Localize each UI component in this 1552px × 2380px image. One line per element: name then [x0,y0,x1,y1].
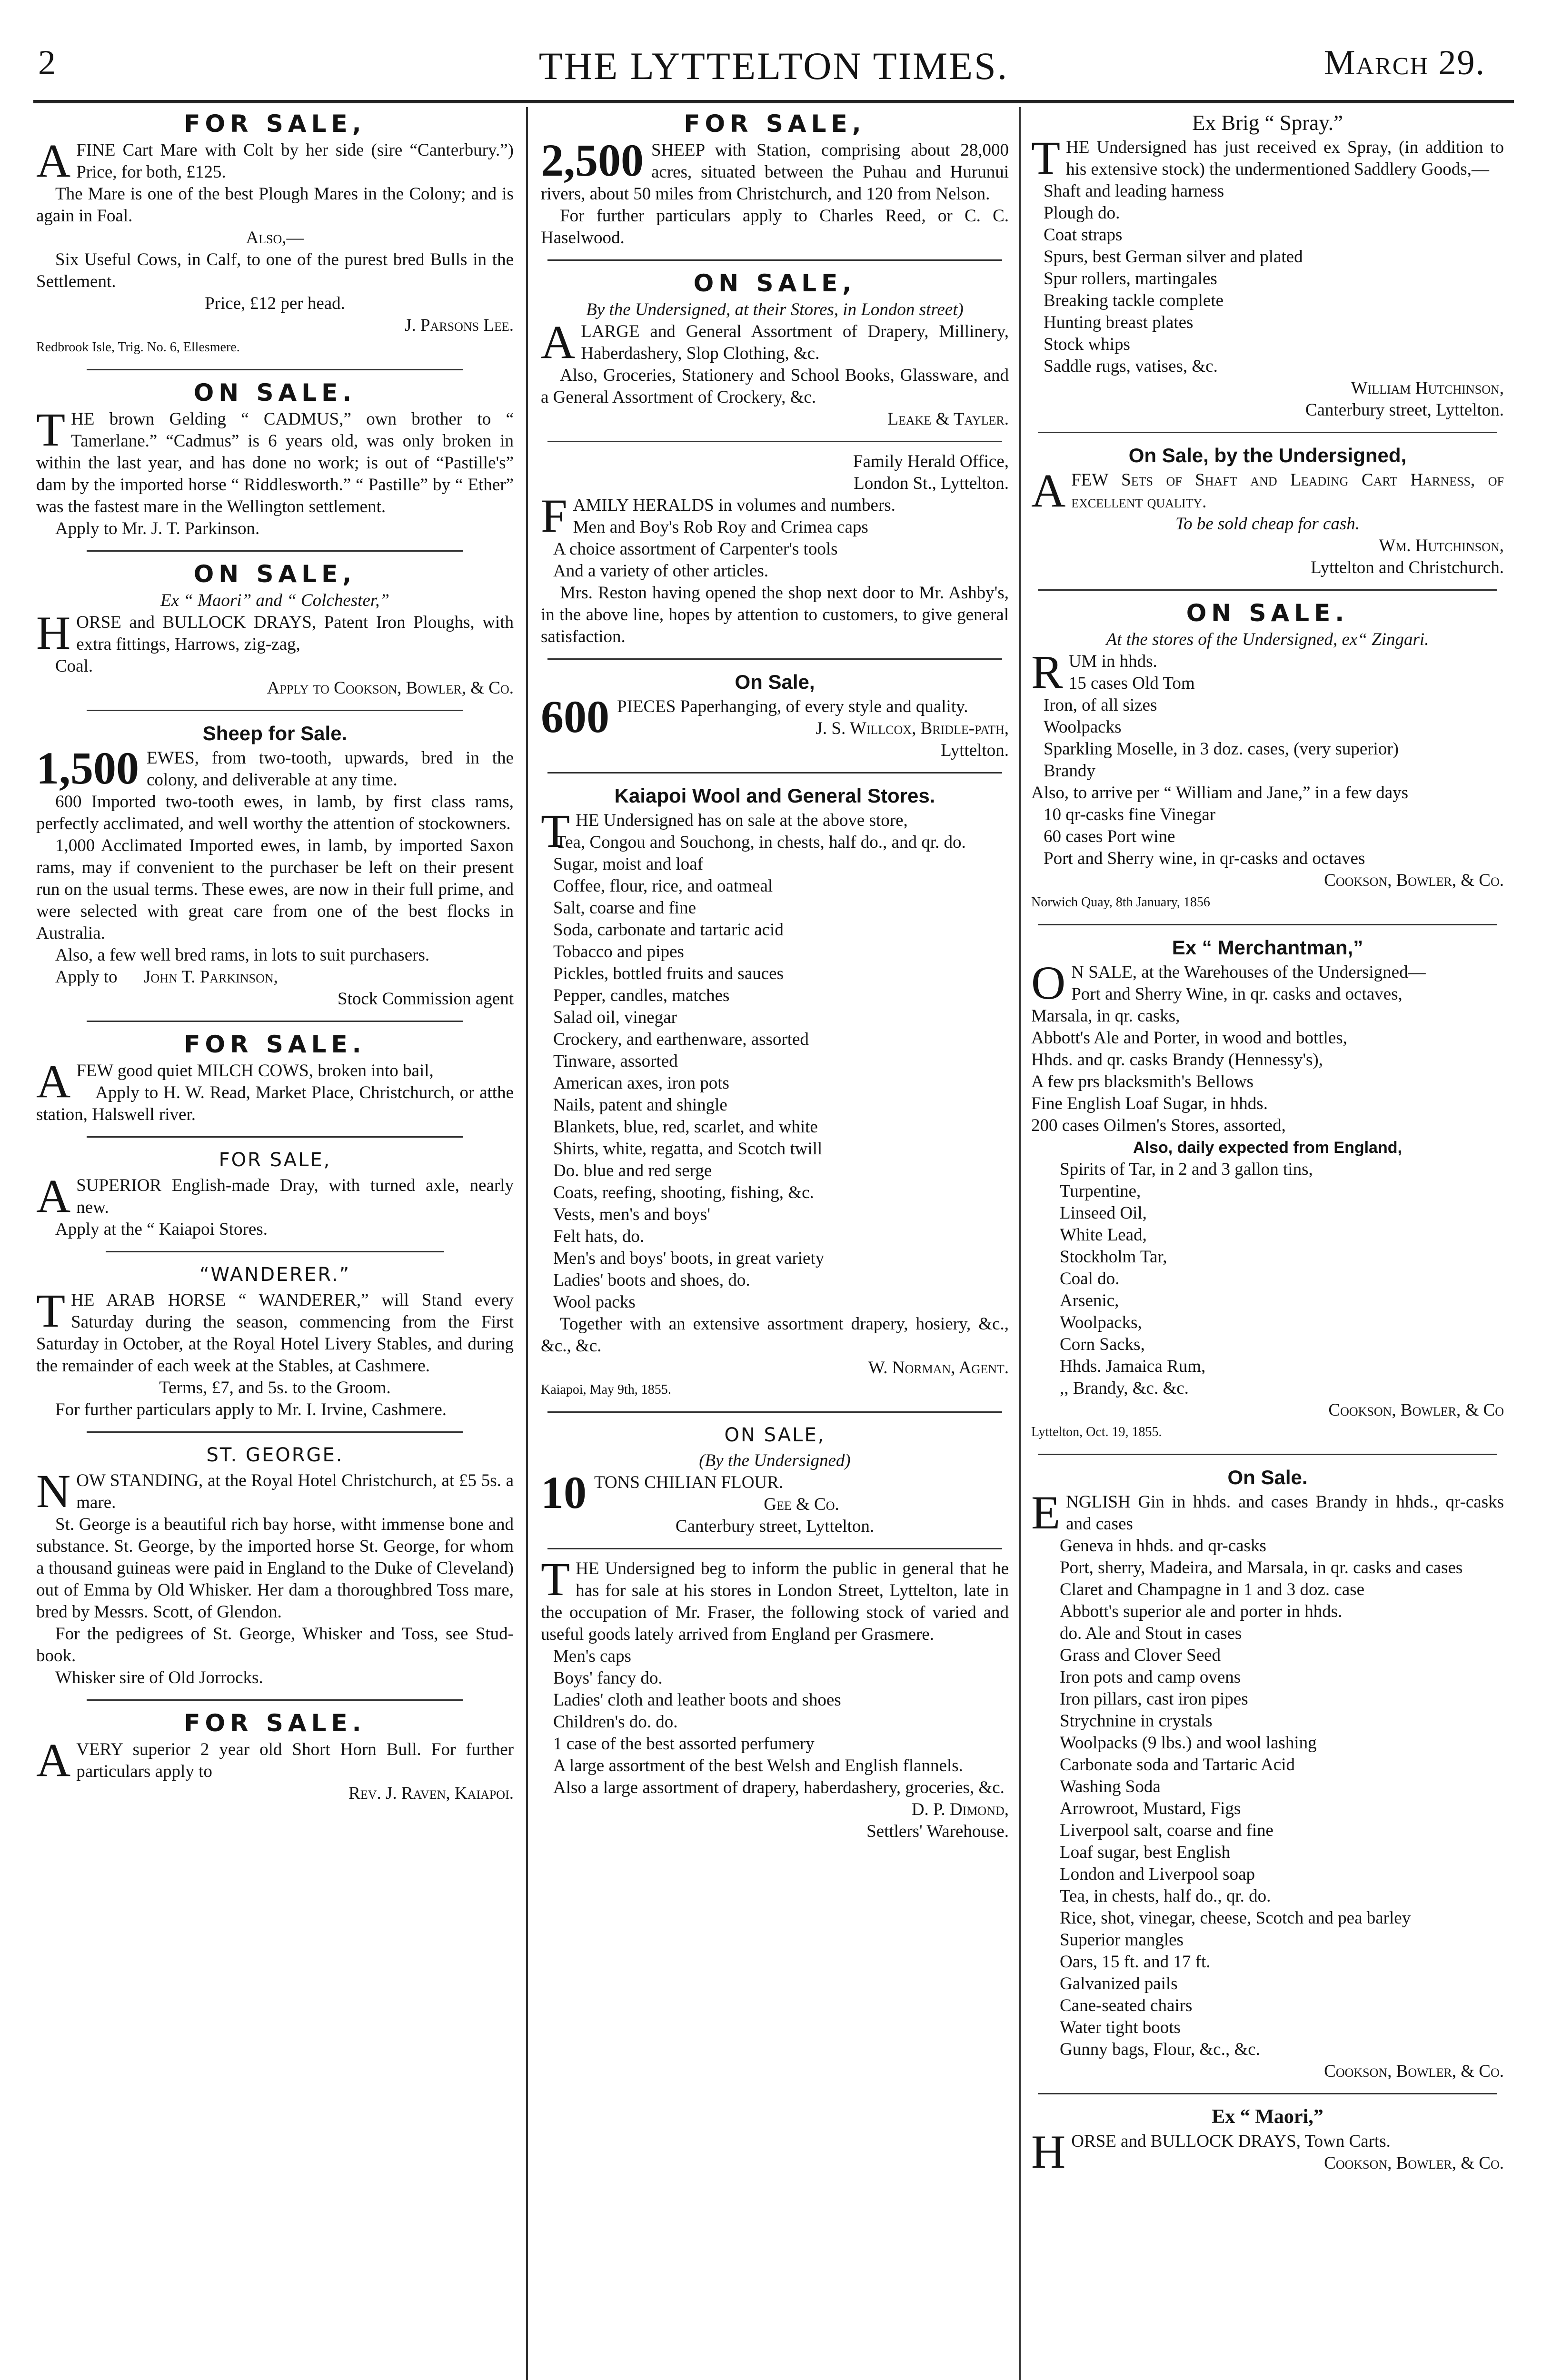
ad-body: SUPERIOR English-made Dray, with turned axle, nearly new. [76,1176,514,1217]
ad-body: AMILY HERALDS in volumes and numbers. [573,496,895,515]
ad-place: Canterbury street, Lyttelton. [675,1517,875,1536]
list-item: Men's caps [553,1646,631,1666]
ad-spray [1028,107,1507,421]
ad-separator [547,772,1002,774]
ad-separator [1038,432,1497,433]
ad-heading: FOR SALE, [184,110,366,138]
drop-cap: T [1031,131,1061,184]
ad-short-horn-bull [33,1706,517,1805]
ad-signature: Rev. J. Raven, Kaiapoi. [348,1784,514,1803]
ad-text: St. George is a beautiful rich bay horse, witht immense bone and substance. St. George, by the imported horse St. George, for whom a thousand guineas were paid in England to the Duke of Cleveland) out of Emma by Old Whisker. Her dam a thoroughbred Toss mare, bred by Messrs. Scott, of Glendon. [36,1515,514,1622]
ad-text: Coal. [55,656,93,676]
ad-body: FEW Sets of Shaft and Leading Cart Harness, of excellent quality. [1071,470,1504,512]
ad-text: Also,— [246,228,304,248]
ad-settlers-warehouse [538,1555,1012,1843]
list-item: Felt hats, do. [553,1227,645,1246]
ad-sheep-for-sale [33,717,517,1010]
list-item: Coffee, flour, rice, and oatmeal [553,876,773,896]
drop-cap: F [541,489,567,542]
column-divider [526,107,528,2380]
list-item: Salad oil, vinegar [553,1008,677,1027]
ad-date: Lyttelton, Oct. 19, 1855. [1031,1425,1162,1439]
list-item: Fine English Loaf Sugar, in hhds. [1031,1094,1268,1113]
ad-place: Lyttelton. [941,741,1009,760]
list-item: Ladies' boots and shoes, do. [553,1270,750,1290]
ad-body: HE Undersigned has just received ex Spray, (in addition to his extensive stock) the undermentioned Saddlery Goods,— [1066,138,1504,179]
ad-text: The Mare is one of the best Plough Mares in the Colony; and is again in Foal. [36,184,514,226]
list-item: Grass and Clover Seed [1060,1646,1221,1665]
list-item: Tea, Congou and Souchong, in chests, half do., and qr. do. [556,833,966,852]
ad-signature: Cookson, Bowler, & Co. [1324,2153,1504,2173]
list-item: Hhds. and qr. casks Brandy (Hennessy's), [1031,1050,1323,1070]
list-item: Gunny bags, Flour, &c., &c. [1060,2040,1260,2059]
list-item: Coat straps [1044,225,1123,245]
ad-body: OW STANDING, at the Royal Hotel Christchurch, at £5 5s. a mare. [76,1471,514,1512]
list-item: Sparkling Moselle, in 3 doz. cases, (very superior) [1044,739,1399,759]
list-item: Salt, coarse and fine [553,898,696,918]
ad-milch-cows [33,1028,517,1126]
list-item: Port and Sherry Wine, in qr. casks and octaves, [1071,984,1403,1004]
column-2 [538,107,1012,2380]
ad-signature: William Hutchinson, [1351,378,1504,398]
ad-kaiapoi-stores [538,779,1012,1401]
list-item: Cane-seated chairs [1060,1996,1193,2015]
ad-heading: ON SALE, [693,269,856,297]
apply-label: Apply to [55,967,118,987]
list-item: And a variety of other articles. [553,561,769,581]
ad-body: N SALE, at the Warehouses of the Undersigned— [1071,962,1426,982]
list-item: Galvanized pails [1060,1974,1178,1993]
ad-office: Family Herald Office, [853,452,1009,471]
ad-cadmus [33,376,517,540]
ad-body: ORSE and BULLOCK DRAYS, Patent Iron Ploughs, with extra fittings, Harrows, zig-zag, [76,613,514,654]
list-item: Men and Boy's Rob Roy and Crimea caps [573,517,868,537]
ad-separator [547,1548,1002,1549]
list-item: Brandy [1044,761,1095,781]
list-item: Abbott's Ale and Porter, in wood and bottles, [1031,1028,1347,1048]
list-item: Soda, carbonate and tartaric acid [553,920,784,940]
list-item: Plough do. [1044,203,1120,223]
ad-body: VERY superior 2 year old Short Horn Bull. For further particulars apply to [76,1740,514,1781]
ad-heading: FOR SALE, [684,110,866,138]
list-item: Tobacco and pipes [553,942,684,962]
ad-subheading: (By the Undersigned) [699,1451,851,1470]
ad-separator [87,1699,464,1701]
ad-text: 1,000 Acclimated Imported ewes, in lamb, by imported Saxon rams, may if convenient to the purchaser be left on their present run on the usual terms. These ewes, are now in their full prime, and were selected with great care from one of the best flocks in Australia. [36,836,514,943]
ad-subheading: Ex “ Maori” and “ Colchester,” [160,591,390,610]
masthead-rule [33,100,1514,103]
apply-name: John T. Parkinson, [144,967,278,987]
list-item: Rice, shot, vinegar, cheese, Scotch and pea barley [1060,1908,1411,1928]
list-item: American axes, iron pots [553,1073,729,1093]
ad-separator [1038,924,1497,925]
ad-heading: ON SALE, [724,1424,826,1446]
ad-separator [106,1251,444,1252]
ad-heading: On Sale, by the Undersigned, [1128,444,1407,466]
newspaper-title: THE LYTTELTON TIMES. [538,44,1009,88]
list-item: Abbott's superior ale and porter in hhds. [1060,1602,1343,1621]
ad-signature: Gee & Co. [764,1495,839,1514]
list-item: Spurs, best German silver and plated [1044,247,1303,267]
ad-signature: Cookson, Bowler, & Co. [1324,871,1504,890]
list-item: Washing Soda [1060,1777,1161,1796]
list-item: Liverpool salt, coarse and fine [1060,1821,1273,1840]
drop-cap: H [1031,2125,1066,2178]
ad-separator [547,441,1002,442]
ad-text: Whisker sire of Old Jorrocks. [55,1668,263,1687]
ad-separator [87,1136,464,1138]
list-item: 10 qr-casks fine Vinegar [1044,805,1216,824]
list-item: Arrowroot, Mustard, Figs [1060,1799,1241,1818]
list-item: Also a large assortment of drapery, haberdashery, groceries, &c. [553,1778,1005,1797]
ad-signature: W. Norman, Agent. [868,1358,1009,1378]
ad-place: Lyttelton and Christchurch. [1311,558,1504,577]
ad-apply: Apply to H. W. Read, Market Place, Christchurch, or atthe station, Halswell river. [36,1083,514,1124]
ad-body: HE ARAB HORSE “ WANDERER,” will Stand every Saturday during the season, commencing from the First Saturday in October, at the Royal Hotel Livery Stables, and during the remainder of each week at the Stables, at Cashmere. [36,1290,514,1376]
ad-text: Also, Groceries, Stationery and School Books, Glassware, and a General Assortment of Crockery, &c. [541,366,1009,407]
drop-cap: T [541,1553,570,1606]
ad-body: TONS CHILIAN FLOUR. [594,1473,784,1492]
ad-street: London St., Lyttelton. [854,474,1009,493]
ad-heading: FOR SALE, [219,1149,331,1171]
list-item: Vests, men's and boys' [553,1205,710,1224]
list-item: Superior mangles [1060,1930,1184,1950]
ad-apply: Apply to Mr. J. T. Parkinson. [55,519,260,538]
column-3 [1028,107,1507,2380]
ad-heading: FOR SALE. [184,1031,366,1058]
list-item: Woolpacks (9 lbs.) and wool lashing [1060,1733,1317,1753]
ad-signature: Wm. Hutchinson, [1379,536,1504,555]
list-item: Men's and boys' boots, in great variety [553,1249,825,1268]
list-item: Stock whips [1044,335,1130,354]
list-item: Arsenic, [1060,1291,1119,1310]
ad-drapery [538,267,1012,430]
big-number: 2,500 [541,135,644,186]
drop-cap: T [541,804,570,857]
list-item: ,, Brandy, &c. &c. [1060,1378,1189,1398]
ad-separator [87,710,464,711]
apply-title: Stock Commission agent [338,989,514,1009]
ad-terms: Terms, £7, and 5s. to the Groom. [159,1378,391,1398]
ad-separator [87,550,464,552]
ad-heading: ON SALE, [193,560,357,588]
list-item: Coats, reefing, shooting, fishing, &c. [553,1183,814,1202]
list-item: do. Ale and Stout in cases [1060,1624,1242,1643]
list-item: Nails, patent and shingle [553,1095,727,1115]
drop-cap: T [36,1284,66,1337]
list-item: Loaf sugar, best English [1060,1843,1231,1862]
column-1 [33,107,517,2380]
ad-heading: Ex Brig “ Spray.” [1192,111,1343,135]
list-item: Coal do. [1060,1269,1120,1289]
list-item: White Lead, [1060,1225,1147,1245]
list-item: London and Liverpool soap [1060,1864,1255,1884]
ad-signature: Leake & Tayler. [887,409,1009,429]
ad-body: HE brown Gelding “ CADMUS,” own brother to “ Tamerlane.” “Cadmus” is 6 years old, was only broken in within the last year, and has done no work; is out of “Pastille's” dam by the imported horse “ Riddlesworth.” “ Pastille” by “ Ether” was the fastest mare in the Wellington settlement. [36,409,514,516]
ad-chilian-flour [538,1418,1012,1537]
ad-price: Price, £12 per head. [205,294,345,313]
list-item: Hunting breast plates [1044,313,1194,332]
ad-cart-mare [33,107,517,358]
ad-apply: For further particulars apply to Charles Reed, or C. C. Haselwood. [541,206,1009,248]
drop-cap: A [1031,464,1066,517]
drop-cap: R [1031,645,1063,698]
list-item: Woolpacks [1044,717,1122,737]
ad-text: Mrs. Reston having opened the shop next door to Mr. Ashby's, in the above line, hopes by attention to customers, to give general satisfaction. [541,583,1009,646]
list-item: 1 case of the best assorted perfumery [553,1734,815,1754]
ad-body: UM in hhds. [1068,652,1157,671]
issue-date: March 29. [1323,43,1485,82]
ad-body: FEW good quiet MILCH COWS, broken into bail, [76,1061,434,1081]
page-number: 2 [38,43,56,82]
list-item: Do. blue and red serge [553,1161,712,1180]
ad-maori-drays [1028,2100,1507,2178]
ad-expected: Also, daily expected from England, [1133,1139,1402,1157]
ad-body: EWES, from two-tooth, upwards, bred in the colony, and deliverable at any time. [147,748,514,790]
ad-separator [1038,1454,1497,1455]
column-divider [1019,107,1021,2380]
list-item: 15 cases Old Tom [1068,674,1195,693]
ad-separator [547,1411,1002,1413]
list-item: Breaking tackle complete [1044,291,1224,310]
ad-english-gin [1028,1461,1507,2082]
ad-separator [547,658,1002,660]
ad-text: For the pedigrees of St. George, Whisker and Toss, see Stud-book. [36,1624,514,1666]
ad-signature: J. Parsons Lee. [405,316,514,335]
ad-subheading: At the stores of the Undersigned, ex“ Zingari. [1106,630,1429,649]
ad-text: 600 Imported two-tooth ewes, in lamb, by first class rams, perfectly acclimated, and well worthy the attention of stockowners. [36,792,514,833]
list-item: A few prs blacksmith's Bellows [1031,1072,1254,1091]
list-item: Saddle rugs, vatises, &c. [1044,357,1218,376]
ad-date: Norwich Quay, 8th January, 1856 [1031,895,1210,910]
list-item: Shaft and leading harness [1044,181,1224,201]
ad-heading: Ex “ Maori,” [1212,2106,1323,2128]
ad-heading: On Sale, [735,671,815,693]
big-number: 10 [541,1467,587,1518]
ad-heading: FOR SALE. [184,1709,366,1737]
big-number: 600 [541,691,609,742]
list-item: Shirts, white, regatta, and Scotch twill [553,1139,823,1159]
ad-body: ORSE and BULLOCK DRAYS, Town Carts. [1071,2132,1391,2151]
list-item: A large assortment of the best Welsh and English flannels. [553,1756,963,1775]
list-item: Iron pots and camp ovens [1060,1667,1241,1687]
ad-wanderer [33,1258,517,1421]
drop-cap: A [36,1734,71,1786]
list-item: Geneva in hhds. and qr-casks [1060,1536,1266,1556]
list-item: Linseed Oil, [1060,1203,1147,1223]
list-item: Iron, of all sizes [1044,695,1157,715]
ad-text: Six Useful Cows, in Calf, to one of the purest bred Bulls in the Settlement. [36,250,514,291]
ad-family-herald [538,448,1012,648]
ad-cart-harness [1028,439,1507,579]
list-item: Pepper, candles, matches [553,986,730,1005]
list-item: Pickles, bottled fruits and sauces [553,964,784,983]
list-item: Boys' fancy do. [553,1668,663,1688]
ad-body: HE Undersigned has on sale at the above store, [576,811,908,830]
drop-cap: O [1031,956,1066,1009]
ad-text: Also, to arrive per “ William and Jane,” in a few days [1031,783,1409,803]
ad-text: To be sold cheap for cash. [1175,514,1360,534]
ad-heading: Kaiapoi Wool and General Stores. [614,784,935,807]
drop-cap: N [36,1465,71,1517]
list-item: A choice assortment of Carpenter's tools [553,539,838,559]
ad-place: Canterbury street, Lyttelton. [1305,400,1504,420]
ad-paperhanging [538,665,1012,762]
drop-cap: T [36,403,66,456]
ad-separator [1038,2093,1497,2094]
list-item: Port, sherry, Madeira, and Marsala, in qr. casks and cases [1060,1558,1463,1577]
list-item: Claret and Champagne in 1 and 3 doz. case [1060,1580,1365,1599]
ad-st-george [33,1438,517,1689]
ad-heading: Ex “ Merchantman,” [1172,936,1363,959]
ad-signature: J. S. Willcox, Bridle-path, [816,719,1009,738]
ad-separator [87,1431,464,1433]
ad-heading: “WANDERER.” [199,1264,351,1286]
ad-dray [33,1143,517,1240]
ad-apply: Apply at the “ Kaiapoi Stores. [55,1220,268,1239]
ad-heading: ON SALE. [1186,599,1349,627]
ad-sheep-station [538,107,1012,249]
list-item: Blankets, blue, red, scarlet, and white [553,1117,818,1137]
list-item: Port and Sherry wine, in qr-casks and octaves [1044,849,1365,868]
drop-cap: A [541,316,576,368]
list-item: Sugar, moist and loaf [553,854,704,874]
list-item: Stockholm Tar, [1060,1247,1167,1267]
ad-separator [547,259,1002,261]
list-item: Spur rollers, martingales [1044,269,1217,288]
list-item: Wool packs [553,1292,636,1312]
ad-signature: D. P. Dimond, [911,1800,1009,1819]
list-item: Water tight boots [1060,2018,1181,2037]
ad-zingari [1028,596,1507,913]
ad-separator [87,369,464,370]
ad-body: LARGE and General Assortment of Drapery, Millinery, Haberdashery, Slop Clothing, &c. [581,322,1009,363]
masthead [38,33,1509,109]
ad-heading: ON SALE. [193,379,357,407]
ad-subheading: By the Undersigned, at their Stores, in London street) [586,300,964,319]
list-item: Turpentine, [1060,1181,1141,1201]
ad-apply: For further particulars apply to Mr. I. Irvine, Cashmere. [55,1400,447,1419]
drop-cap: E [1031,1486,1061,1539]
list-item: 200 cases Oilmen's Stores, assorted, [1031,1116,1286,1135]
list-item: Marsala, in qr. casks, [1031,1006,1180,1026]
ad-signature: Cookson, Bowler, & Co. [1324,2062,1504,2081]
ad-place: Settlers' Warehouse. [866,1822,1009,1841]
ad-drays [33,557,517,699]
list-item: Children's do. do. [553,1712,678,1732]
ad-heading: On Sale. [1227,1466,1308,1488]
ad-separator [87,1021,464,1022]
list-item: Hhds. Jamaica Rum, [1060,1357,1206,1376]
ad-body: FINE Cart Mare with Colt by her side (sire “Canterbury.”) Price, for both, £125. [76,140,514,182]
list-item: Tea, in chests, half do., qr. do. [1060,1886,1271,1906]
list-item: Woolpacks, [1060,1313,1142,1332]
ad-separator [1038,589,1497,591]
list-item: Iron pillars, cast iron pipes [1060,1689,1248,1709]
list-item: Carbonate soda and Tartaric Acid [1060,1755,1295,1775]
ad-heading: ST. GEORGE. [206,1444,344,1466]
ad-apply: Apply to Cookson, Bowler, & Co. [267,678,514,698]
drop-cap: A [36,1170,71,1222]
ad-body: HE Undersigned beg to inform the public in general that he has for sale at his stores in London Street, Lyttelton, late in the occupation of Mr. Fraser, the following stock of varied and useful goods lately arrived from England per Grasmere. [541,1559,1009,1644]
list-item: 60 cases Port wine [1044,827,1175,846]
ad-body: NGLISH Gin in hhds. and cases Brandy in hhds., qr-casks and cases [1066,1492,1504,1534]
drop-cap: H [36,606,71,659]
drop-cap: A [36,1055,71,1108]
ad-date: Kaiapoi, May 9th, 1855. [541,1382,671,1397]
big-number: 1,500 [36,743,139,793]
ad-body: PIECES Paperhanging, of every style and quality. [617,697,968,716]
ad-body: SHEEP with Station, comprising about 28,000 acres, situated between the Puhau and Hurunui rivers, about 50 miles from Christchurch, and 120 from Nelson. [541,140,1009,204]
ad-heading: Sheep for Sale. [202,722,348,744]
list-item: Tinware, assorted [553,1051,678,1071]
ad-signature: Cookson, Bowler, & Co [1328,1400,1504,1420]
list-item: Oars, 15 ft. and 17 ft. [1060,1952,1211,1972]
drop-cap: A [36,134,71,187]
ad-merchantman [1028,931,1507,1443]
ad-text: Together with an extensive assortment drapery, hosiery, &c., &c., &c. [541,1314,1009,1356]
ad-text: Also, a few well bred rams, in lots to suit purchasers. [55,945,430,965]
list-item: Strychnine in crystals [1060,1711,1213,1731]
list-item: Ladies' cloth and leather boots and shoes [553,1690,841,1710]
list-item: Spirits of Tar, in 2 and 3 gallon tins, [1060,1160,1313,1179]
list-item: Corn Sacks, [1060,1335,1145,1354]
list-item: Crockery, and earthenware, assorted [553,1030,809,1049]
ad-address: Redbrook Isle, Trig. No. 6, Ellesmere. [36,340,240,355]
